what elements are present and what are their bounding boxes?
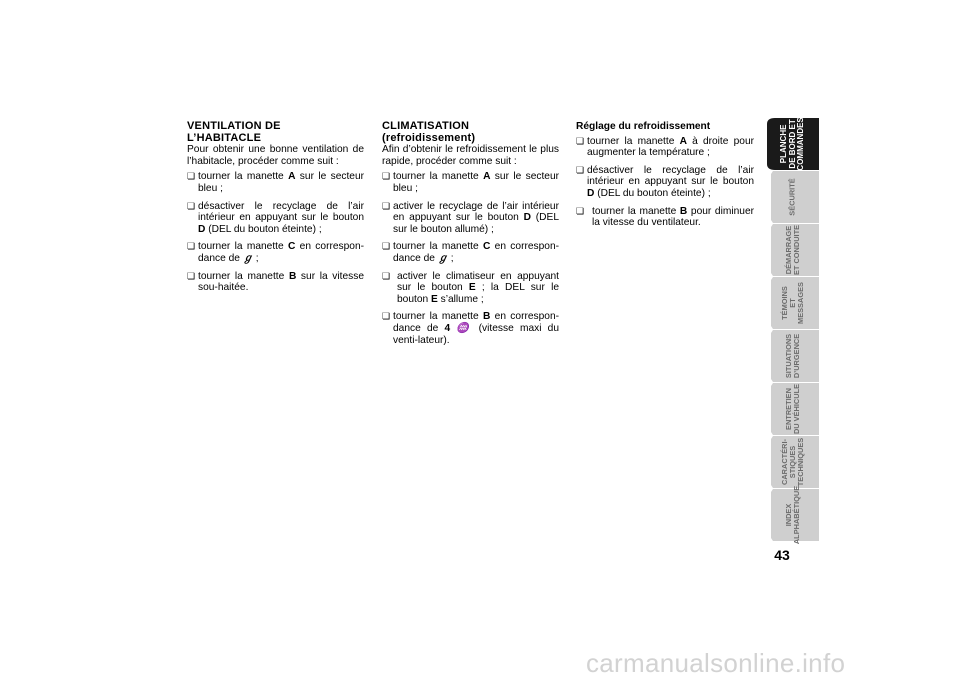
tab-entretien[interactable] <box>767 383 823 435</box>
list-item: ❏ désactiver le recyclage de l’air intérieur en appuyant sur le bouton D (DEL du bouton éteinte) ; <box>576 165 754 200</box>
list-item: ❏ désactiver le recyclage de l’air intérieur en appuyant sur le bouton D (DEL du bouton éteinte) ; <box>187 201 364 236</box>
section-title: Réglage du refroidissement <box>576 121 711 132</box>
tab-caracteristiques[interactable] <box>767 436 823 488</box>
tab-planche-de-bord[interactable] <box>767 118 823 170</box>
tab-index[interactable] <box>767 485 823 545</box>
tab-label: DÉMARRAGE ET CONDUITE <box>784 224 801 276</box>
column-reglage <box>576 121 754 235</box>
tab-demarrage[interactable] <box>767 224 823 276</box>
list-item: ❏ tourner la manette A sur le secteur bleu ; <box>382 171 559 194</box>
list-item: ❏ tourner la manette B pour diminuer la vitesse du ventilateur. <box>576 206 754 229</box>
section-title: CLIMATISATION (refroidissement) <box>382 120 476 144</box>
list-item: ❏ tourner la manette B sur la vitesse sou-haitée. <box>187 271 364 294</box>
watermark: carmanualsonline.info <box>586 648 846 678</box>
list-item: ❏ tourner la manette C en correspon-dance de ℊ ; <box>382 241 559 264</box>
intro-paragraph: Afin d’obtenir le refroidissement le plus rapide, procéder comme suit : <box>382 144 559 167</box>
section-title: VENTILATION DE L’HABITACLE <box>187 120 281 144</box>
tab-label: CARACTÉRI- STIQUES TECHNIQUES <box>780 437 805 487</box>
tab-label: INDEX ALPHABÉTIQUE <box>784 485 801 545</box>
list-item: ❏ tourner la manette A sur le secteur bleu ; <box>187 171 364 194</box>
tab-label: TÉMOINS ET MESSAGES <box>780 282 805 324</box>
list-item: ❏ activer le recyclage de l’air intérieur en appuyant sur le bouton D (DEL sur le bouton allumé) ; <box>382 201 559 236</box>
page-number: 43 <box>774 547 790 563</box>
column-ventilation <box>187 121 364 300</box>
face-vent-icon: ℊ <box>437 252 448 264</box>
tab-securite[interactable] <box>767 171 823 223</box>
list-item: ❏ activer le climatiseur en appuyant sur le bouton E ; la DEL sur le bouton E s’allume ; <box>382 271 559 306</box>
tab-label: ENTRETIEN DU VÉHICULE <box>783 383 801 435</box>
face-vent-icon: ℊ <box>242 252 253 264</box>
list-item: ❏ tourner la manette A à droite pour augmenter la température ; <box>576 136 754 159</box>
fan-max-icon: ♒ <box>456 322 473 334</box>
tab-situations[interactable] <box>767 330 823 382</box>
list-item: ❏ tourner la manette C en correspon-dance de ℊ ; <box>187 241 364 264</box>
tab-label: PLANCHE DE BORD ET COMMANDES <box>779 117 806 171</box>
tab-label: SITUATIONS D’URGENCE <box>783 333 801 379</box>
intro-paragraph: Pour obtenir une bonne ventilation de l’habitacle, procéder comme suit : <box>187 144 364 167</box>
list-item: ❏ tourner la manette B en correspon-dance de 4 ♒ (vitesse maxi du venti-lateur). <box>382 311 559 346</box>
tab-label: SÉCURITÉ <box>788 178 797 216</box>
column-climatisation <box>382 121 559 352</box>
tab-temoins[interactable] <box>767 277 823 329</box>
